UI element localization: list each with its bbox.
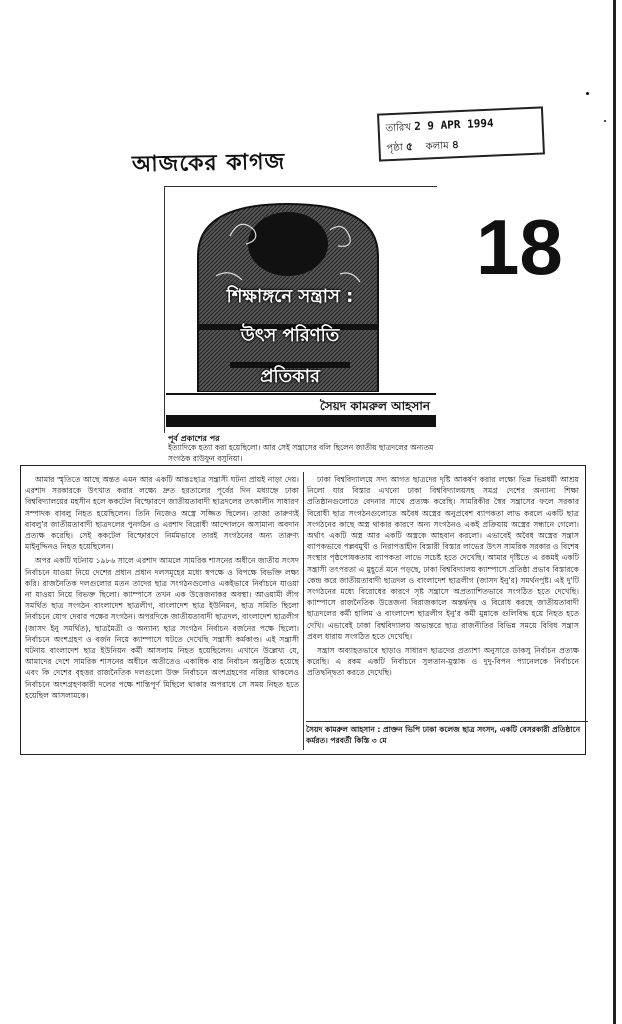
author-note — [306, 721, 588, 746]
column-divider — [303, 472, 304, 750]
article-right-column — [307, 474, 579, 752]
headline-line-2: উৎস পরিণতি — [240, 325, 340, 346]
stamp-page-label: পৃষ্ঠা — [386, 142, 404, 155]
intro-text: ইত্যাদিকে হত্যা করা হয়েছিলো। আর সেই সন্ত্রাসের বলি ছিলেন জাতীয় ছাত্রদলের অন্যতম সংগঠক রাউফুন বসুনিয়া। — [168, 443, 434, 463]
continuation-label: পূর্ব প্রকাশের পর — [168, 434, 220, 443]
byline-rule — [166, 415, 436, 427]
article-body-box — [20, 465, 586, 755]
right-paragraph: ঢাকা বিশ্ববিদ্যালয়ে সদ্য আগত ছাত্রদের দৃষ্টি আকর্ষণ করার লক্ষ্যে ভিন্ন ভিন্নধর্মী আশ্রয় নিলো যার বিস্তার এখনো ঢাকা বিশ্ববিদ্যালয়সহ সমগ্র দেশের অন্যান্য শিক্ষা প্রতিষ্ঠানগুলোতে বেদনার সাথে প্রত্যক্ষ করেছি। সামরিকীর স্বৈর সন্ত্রাসের ফলে সরকার বিরোধী ছাত্র সংগঠনগুলোতে অবৈধ অস্ত্রের অনুপ্রবেশ ব্যাপকতা লাভ করলে একটি ছাত্র সংগঠনের কাছে অস্ত্র থাকার কারণে অন্য সংগঠনও একই প্রক্রিয়ায় অস্ত্রের সন্ধানে গেলো। অর্থাৎ একটি অস্ত্র আর একটি অস্ত্রকে আহবান করলো। এভাবেই অবৈধ অস্ত্রের সন্ত্রাস ব্যাপকভাবে পল্লবমুখী ও নিরাপত্তাহীন বিস্তারী বিস্তার লাভের উৎস সামরিক সরকার ও বিশেষ সংস্থার পৃষ্ঠপোষকতায় ব্যাপকতা লাভে সচেষ্ট হতে দেখেছি। আমার দৃষ্টিতে এ রকমই একটি সন্ত্রাসী তৎপরতা এ মুহূর্তে মনে পড়ছে, ঢাকা বিশ্ববিদ্যালয় ক্যাম্পাসে প্রতিষ্ঠা প্রভাব বিস্তারকে কেন্দ্র করে জাতীয়তাবাদী ছাত্রদল ও বাংলাদেশ ছাত্রলীগ (জাসদ ইনু'র) সমর্থনপুষ্ট। এই দু'টি সংগঠনের মধ্যে বিরোধের কারণে সৃষ্ট সন্ত্রাসে অপ্রত্যাশিতভাবে সংগঠিত হতে দেখেছি। ক্যাম্পাসে রাজনৈতিক উত্তেজনা বিরাজকালে অন্তর্দ্বন্দ্ব ও বিরোধ করছে জাতীয়তাবাদী ছাত্রদলের কর্মী হালিম ও বাংলাদেশ ছাত্রলীগ ইনু'র কর্মী মুন্নাকে গুলিবিদ্ধ হয়ে নিহত হতে দেখি। এভাবেই ঢাকা বিশ্ববিদ্যালয় অভ্যন্তরে ছাত্র রাজনীতির বিভিন্ন সময়ে বিবিধ সন্ত্রাস প্রবল ধারায় সংগঠিত হতে দেখেছি। — [307, 475, 579, 641]
stamp-column-label: কলাম — [425, 140, 449, 153]
headline-line-3: প্রতিকার — [260, 366, 320, 387]
left-paragraph: অপর একটি ঘটনায় ১৯৮৬ সালে এরশাদ আমলে সামরিক শাসনের অধীনে জাতীয় সংসদ নির্বাচনে যাওয়া নিয়ে দেশের প্রধান প্রধান দলসমূহের মধ্যে স্বপক্ষে ও বিপক্ষে বিভক্তি লক্ষ্য করি। রাজনৈতিক দলগুলোর মতন তাদের ছাত্র সংগঠনগুলোও একইভাবে নির্বাচনে যাওয়া না যাওয়া নিয়ে বিভক্ত ছিলো। ক্যাম্পাসে তখন এক উত্তেজনাকর অবস্থা। আওয়ামী লীগ সমর্থিত ছাত্র সংগঠন বাংলাদেশ ছাত্রলীগ, বাংলাদেশ ছাত্র ইউনিয়ন, ছাত্র সমিতি ছিলো নির্বাচনে যোগ দেবার পক্ষের সংগঠন। অপরদিকে জাতীয়তাবাদী ছাত্রদল, বাংলাদেশ ছাত্রলীগ (জাসদ ইনু সমর্থিত), ছাত্রমৈত্রী ও অন্যান্য ছাত্র সংগঠন নির্বাচন বর্জনের পক্ষে ছিলো। নির্বাচনে অংশগ্রহণ ও বর্জন নিয়ে ক্যাম্পাসে ঘটতে দেখেছি সন্ত্রাসী কর্মকাণ্ড। এই সন্ত্রাসী ঘটনায় বাংলাদেশ ছাত্র ইউনিয়ন কর্মী আসলাম নিহত হয়েছিলেন। এখানে উল্লেখ্য যে, আমাদের দেশে সামরিক শাসনের অধীনে অতীতেও একাধিক বার নির্বাচন অনুষ্ঠিত হয়েছে এবং কি দেশের বৃহত্তর রাজনৈতিক দলগুলো উক্ত নির্বাচনে অংশগ্রহণের নজির থাকলেও নির্বাচনে অংশগ্রহণকারী দলের পক্ষে শান্তিপূর্ণ মিছিলে থাকার অপরাধে সে সময় নিহত হতে হয়েছিল আসলামকে। — [25, 556, 299, 700]
stamp-column-value: ৪ — [451, 138, 460, 152]
scan-speck — [586, 92, 589, 95]
continued-marker: পরবর্তী কিস্তি ৩ মে — [330, 736, 387, 745]
stamp-page-value: ৫ — [405, 140, 414, 154]
article-headline — [192, 282, 388, 393]
archive-stamp — [377, 106, 545, 161]
handwritten-page-number: 18 — [476, 203, 563, 291]
author-note-text: সৈয়দ কামরুল আহসান : প্রাক্তন ভিপি ঢাকা কলেজ ছাত্র সংসদ, একটি বেসরকারী প্রতিষ্ঠানে কর্মরত। — [306, 725, 581, 745]
right-paragraph: সন্ত্রাস অব্যাহতভাবে ছাড়াও সাধারণ ছাত্রদের প্রত্যাশা অনুসারে ডাকসু নির্বাচন প্রত্যক্ষ করেছি। এ রকম একটি নির্বাচনে সুলতান-মুস্তাক ও দুদু-বিপন প্যানেলকে নির্বাচনে প্রতিদ্বন্দ্বিতা করতে দেখেছি। — [307, 646, 579, 678]
left-paragraph: আমার স্মৃতিতে আছে অন্তত এমন আর একটি আন্তঃছাত্র সন্ত্রাসী ঘটনা প্রায়ই নাড়া দেয়। এরশাদ সরকারকে উৎখাত করার লক্ষ্যে দ্রুত হরতালের পূর্বের দিন মধ্যাহ্নে ঢাকা বিশ্ববিদ্যালয়ের মহসীন হলে ককটেল বিস্ফোরণে জাতীয়তাবাদী ছাত্রদলের তৎকালীন সাধারণ সম্পাদক বাবলু নিহত হয়েছিলেন। তিনি নিজেও অস্ত্রে সজ্জিত ছিলেন। তাজা তারুণ্যই বাবলু'র জাতীয়তাবাদী ছাত্রদলের পুনর্গঠন ও এরশাদ বিরোধী আন্দোলনে অসামান্য অবদান প্রত্যক্ষ করেছি। সেই ককটেল বিস্ফোরণে নির্মমভাবে তারই সংগঠনের অন্য তারুণ্য মাইনুদ্দিনও নিহত হয়েছিলেন। — [25, 475, 299, 552]
stamp-date-label: তারিখ — [385, 122, 412, 135]
author-byline: সৈয়দ কামরুল আহসান — [166, 393, 436, 415]
headline-line-1: শিক্ষাঙ্গনে সন্ত্রাস : — [226, 286, 354, 307]
article-left-column — [25, 474, 299, 752]
newspaper-masthead: আজকের কাগজ — [131, 149, 286, 178]
stamp-date-value: 2 9 APR 1994 — [413, 116, 494, 134]
scan-speck — [604, 120, 606, 122]
